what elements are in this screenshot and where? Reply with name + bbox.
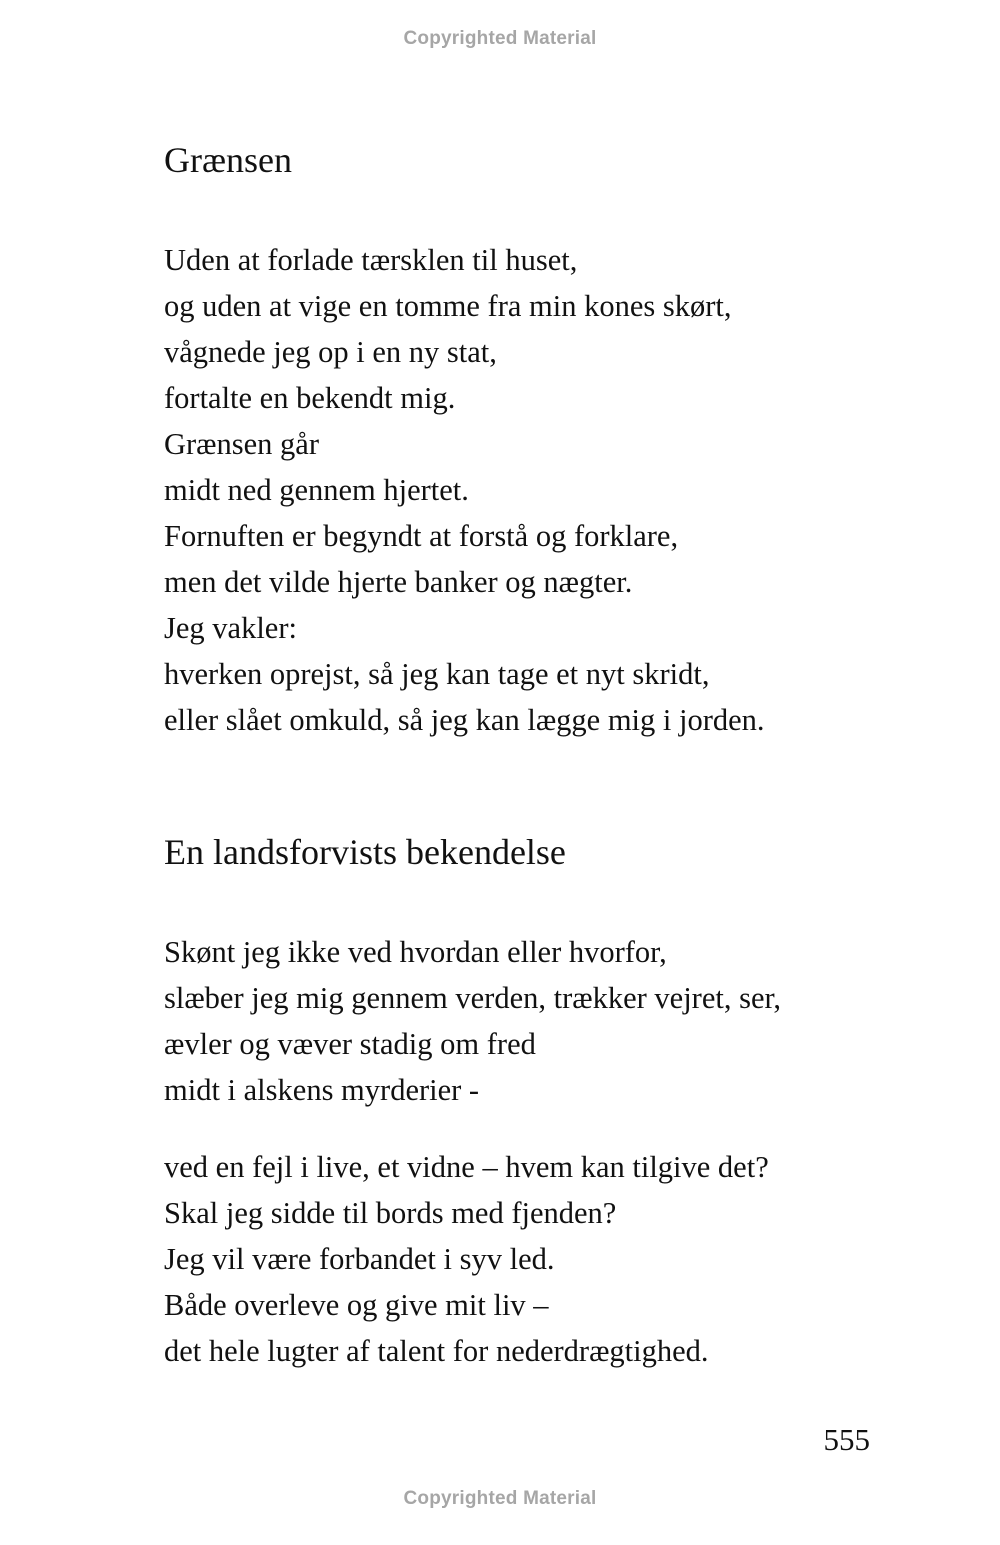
poem-landsforvist-stanza-1 <box>164 929 781 1113</box>
poem-line: midt i alskens myrderier - <box>164 1073 480 1107</box>
poem-title-landsforvist: En landsforvists bekendelse <box>164 832 566 872</box>
poem-line: Både overleve og give mit liv – <box>164 1288 549 1322</box>
poem-line: Fornuften er begyndt at forstå og forklare, <box>164 519 679 553</box>
poem-line: Jeg vil være forbandet i syv led. <box>164 1242 555 1276</box>
poem-line: Skal jeg sidde til bords med fjenden? <box>164 1196 617 1230</box>
poem-line: eller slået omkuld, så jeg kan lægge mig i jorden. <box>164 703 765 737</box>
poem-landsforvist-stanza-2 <box>164 1144 769 1374</box>
poem-graensen-stanza <box>164 237 765 743</box>
poem-line: vågnede jeg op i en ny stat, <box>164 335 497 369</box>
poem-line: det hele lugter af talent for nederdrægtighed. <box>164 1334 709 1368</box>
poem-title-graensen: Grænsen <box>164 140 292 180</box>
poem-line: Grænsen går <box>164 427 320 461</box>
poem-line: ævler og væver stadig om fred <box>164 1027 536 1061</box>
page-number: 555 <box>823 1422 870 1457</box>
poem-line: og uden at vige en tomme fra min kones skørt, <box>164 289 732 323</box>
poem-line: ved en fejl i live, et vidne – hvem kan tilgive det? <box>164 1150 769 1184</box>
poem-line: fortalte en bekendt mig. <box>164 381 456 415</box>
copyright-watermark-top: Copyrighted Material <box>403 28 597 49</box>
poem-line: Jeg vakler: <box>164 611 297 645</box>
copyright-watermark-bottom: Copyrighted Material <box>403 1488 597 1509</box>
poem-line: Uden at forlade tærsklen til huset, <box>164 243 578 277</box>
poem-line: men det vilde hjerte banker og nægter. <box>164 565 633 599</box>
poem-line: Skønt jeg ikke ved hvordan eller hvorfor, <box>164 935 667 969</box>
poem-line: slæber jeg mig gennem verden, trækker vejret, ser, <box>164 981 782 1015</box>
poem-line: hverken oprejst, så jeg kan tage et nyt skridt, <box>164 657 710 691</box>
poem-line: midt ned gennem hjertet. <box>164 473 469 507</box>
